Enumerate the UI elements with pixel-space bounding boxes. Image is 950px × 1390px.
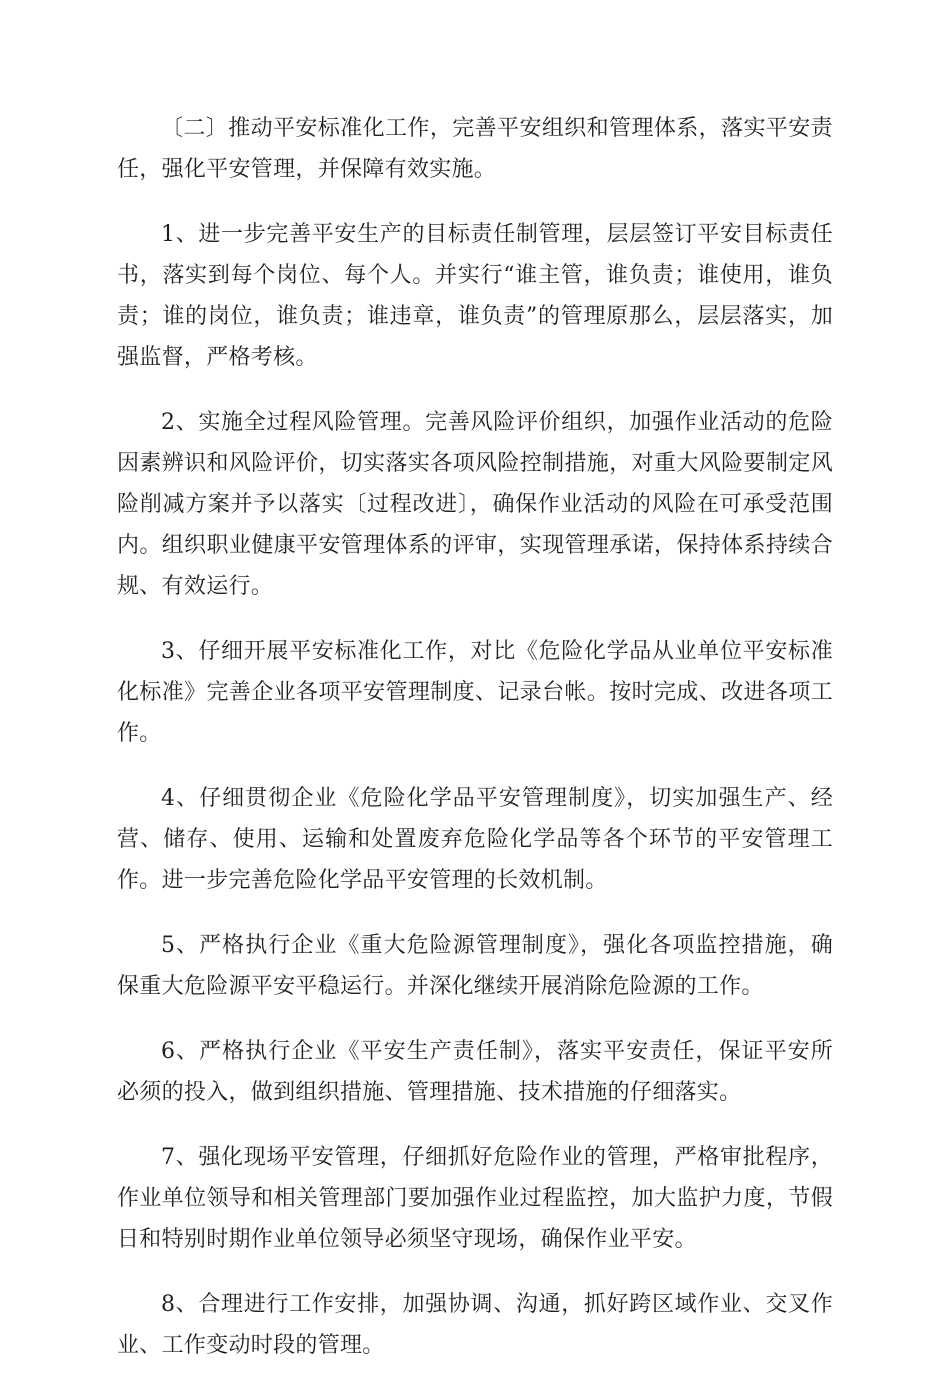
item-7-paragraph: 7、强化现场平安管理，仔细抓好危险作业的管理，严格审批程序，作业单位领导和相关管理部门要加强作业过程监控，加大监护力度，节假日和特别时期作业单位领导必须坚守现场，确保作业平安。 (117, 1145, 833, 1252)
item-8-paragraph: 8、合理进行工作安排，加强协调、沟通，抓好跨区域作业、交叉作业、工作变动时段的管理。 (117, 1292, 833, 1358)
document-body (117, 108, 833, 1390)
item-4-paragraph: 4、仔细贯彻企业《危险化学品平安管理制度》，切实加强生产、经营、储存、使用、运输和处置废弃危险化学品等各个环节的平安管理工作。进一步完善危险化学品平安管理的长效机制。 (117, 786, 833, 893)
item-5-paragraph: 5、严格执行企业《重大危险源管理制度》，强化各项监控措施，确保重大危险源平安平稳运行。并深化继续开展消除危险源的工作。 (117, 933, 833, 999)
item-6-paragraph: 6、严格执行企业《平安生产责任制》，落实平安责任，保证平安所必须的投入，做到组织措施、管理措施、技术措施的仔细落实。 (117, 1039, 833, 1105)
item-2-paragraph: 2、实施全过程风险管理。完善风险评价组织，加强作业活动的危险因素辨识和风险评价，切实落实各项风险控制措施，对重大风险要制定风险削减方案并予以落实〔过程改进〕，确保作业活动的风险在可承受范围内。组织职业健康平安管理体系的评审，实现管理承诺，保持体系持续合规、有效运行。 (117, 410, 833, 599)
section-heading-paragraph: 〔二〕推动平安标准化工作，完善平安组织和管理体系，落实平安责任，强化平安管理，并保障有效实施。 (117, 116, 833, 182)
item-1-paragraph: 1、进一步完善平安生产的目标责任制管理，层层签订平安目标责任书，落实到每个岗位、每个人。并实行“谁主管，谁负责；谁使用，谁负责；谁的岗位，谁负责；谁违章，谁负责”的管理原那么，层层落实，加强监督，严格考核。 (117, 222, 833, 370)
item-3-paragraph: 3、仔细开展平安标准化工作，对比《危险化学品从业单位平安标准化标准》完善企业各项平安管理制度、记录台帐。按时完成、改进各项工作。 (117, 639, 833, 746)
